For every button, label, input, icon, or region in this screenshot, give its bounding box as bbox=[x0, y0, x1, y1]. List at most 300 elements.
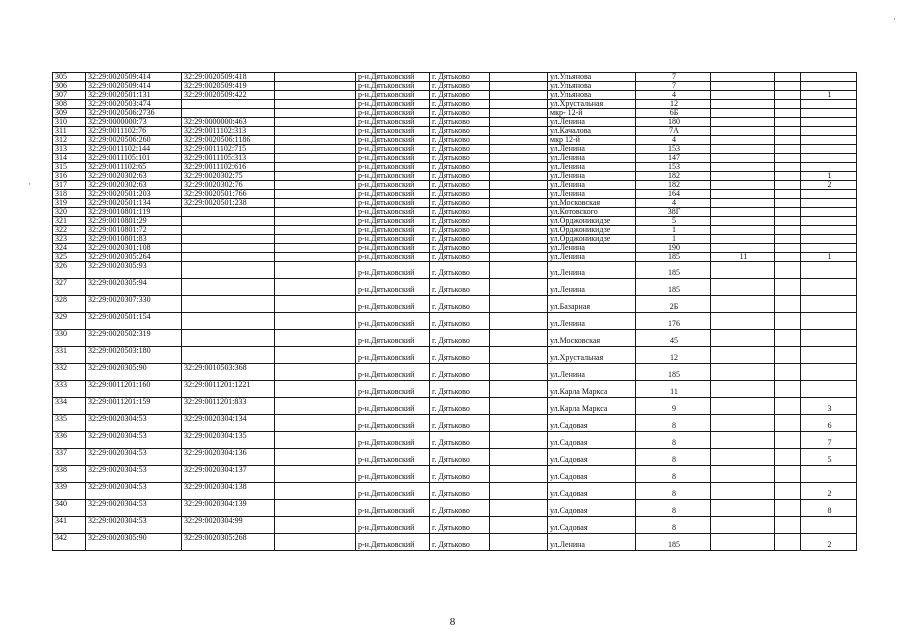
empty-cell bbox=[490, 73, 548, 82]
value-cell bbox=[711, 279, 775, 296]
value-cell bbox=[801, 127, 857, 136]
house-number: 1 bbox=[636, 226, 711, 235]
city-cell: г. Дятьково bbox=[430, 136, 490, 145]
cadastral-number: 32:29:0020506:2736 bbox=[86, 109, 182, 118]
city-cell: г. Дятьково bbox=[430, 330, 490, 347]
table-row bbox=[53, 91, 857, 100]
value-cell bbox=[801, 330, 857, 347]
table-row bbox=[53, 136, 857, 145]
value-cell bbox=[711, 235, 775, 244]
scan-mark: · bbox=[28, 179, 31, 189]
value-cell bbox=[801, 262, 857, 279]
street-cell: ул.Ленина bbox=[548, 244, 636, 253]
empty-cell bbox=[275, 279, 356, 296]
row-number: 319 bbox=[53, 199, 86, 208]
house-number: 7 bbox=[636, 82, 711, 91]
house-number: 4 bbox=[636, 136, 711, 145]
cadastral-number-2: 32:29:0020304:136 bbox=[182, 449, 275, 466]
empty-cell bbox=[490, 313, 548, 330]
cadastral-number: 32:29:0020305:94 bbox=[86, 279, 182, 296]
row-number: 333 bbox=[53, 381, 86, 398]
city-cell: г. Дятьково bbox=[430, 432, 490, 449]
cadastral-number: 32:29:0011201:160 bbox=[86, 381, 182, 398]
value-cell bbox=[775, 190, 801, 199]
cadastral-number-2: 32:29:0020304:134 bbox=[182, 415, 275, 432]
house-number: 8 bbox=[636, 500, 711, 517]
district-cell: р-н.Дятьковский bbox=[356, 91, 430, 100]
value-cell: 2 bbox=[801, 483, 857, 500]
cadastral-number: 32:29:0011105:101 bbox=[86, 154, 182, 163]
house-number: 8 bbox=[636, 466, 711, 483]
value-cell bbox=[711, 190, 775, 199]
table-row bbox=[53, 100, 857, 109]
cadastral-number-2: 32:29:0020304:137 bbox=[182, 466, 275, 483]
cadastral-number-2 bbox=[182, 109, 275, 118]
value-cell bbox=[775, 145, 801, 154]
cadastral-number: 32:29:0020301:108 bbox=[86, 244, 182, 253]
district-cell: р-н.Дятьковский bbox=[356, 145, 430, 154]
district-cell: р-н.Дятьковский bbox=[356, 381, 430, 398]
empty-cell bbox=[275, 466, 356, 483]
cadastral-number: 32:29:0020501:154 bbox=[86, 313, 182, 330]
table-row bbox=[53, 73, 857, 82]
cadastral-number: 32:29:0020503:474 bbox=[86, 100, 182, 109]
table-row bbox=[53, 235, 857, 244]
cadastral-number: 32:29:0020304:53 bbox=[86, 483, 182, 500]
city-cell: г. Дятьково bbox=[430, 208, 490, 217]
table-row bbox=[53, 145, 857, 154]
empty-cell bbox=[275, 136, 356, 145]
table-row bbox=[53, 449, 857, 466]
cadastral-number: 32:29:0020305:90 bbox=[86, 534, 182, 551]
value-cell: 5 bbox=[801, 449, 857, 466]
empty-cell bbox=[490, 154, 548, 163]
district-cell: р-н.Дятьковский bbox=[356, 415, 430, 432]
city-cell: г. Дятьково bbox=[430, 381, 490, 398]
cadastral-number: 32:29:0020304:53 bbox=[86, 517, 182, 534]
house-number: 9 bbox=[636, 398, 711, 415]
house-number: 12 bbox=[636, 100, 711, 109]
house-number: 8 bbox=[636, 415, 711, 432]
row-number: 309 bbox=[53, 109, 86, 118]
row-number: 311 bbox=[53, 127, 86, 136]
street-cell: ул.Базарная bbox=[548, 296, 636, 313]
district-cell: р-н.Дятьковский bbox=[356, 534, 430, 551]
city-cell: г. Дятьково bbox=[430, 466, 490, 483]
district-cell: р-н.Дятьковский bbox=[356, 136, 430, 145]
value-cell bbox=[711, 296, 775, 313]
house-number: 8 bbox=[636, 449, 711, 466]
value-cell: 11 bbox=[711, 253, 775, 262]
empty-cell bbox=[490, 381, 548, 398]
cadastral-number: 32:29:0020305:264 bbox=[86, 253, 182, 262]
row-number: 317 bbox=[53, 181, 86, 190]
empty-cell bbox=[275, 217, 356, 226]
value-cell bbox=[801, 118, 857, 127]
cadastral-number-2: 32:29:0000000:463 bbox=[182, 118, 275, 127]
house-number: 182 bbox=[636, 172, 711, 181]
city-cell: г. Дятьково bbox=[430, 127, 490, 136]
city-cell: г. Дятьково bbox=[430, 279, 490, 296]
house-number: 8 bbox=[636, 483, 711, 500]
value-cell bbox=[711, 381, 775, 398]
cadastral-number: 32:29:0010801:29 bbox=[86, 217, 182, 226]
empty-cell bbox=[490, 91, 548, 100]
empty-cell bbox=[490, 181, 548, 190]
district-cell: р-н.Дятьковский bbox=[356, 296, 430, 313]
table-row bbox=[53, 127, 857, 136]
house-number: 176 bbox=[636, 313, 711, 330]
street-cell: ул.Хрустальная bbox=[548, 100, 636, 109]
value-cell bbox=[711, 154, 775, 163]
house-number: 153 bbox=[636, 163, 711, 172]
row-number: 336 bbox=[53, 432, 86, 449]
empty-cell bbox=[490, 145, 548, 154]
district-cell: р-н.Дятьковский bbox=[356, 313, 430, 330]
street-cell: ул.Ленина bbox=[548, 145, 636, 154]
cadastral-number-2 bbox=[182, 330, 275, 347]
house-number: 38Г bbox=[636, 208, 711, 217]
value-cell bbox=[775, 398, 801, 415]
cadastral-number: 32:29:0020304:53 bbox=[86, 500, 182, 517]
district-cell: р-н.Дятьковский bbox=[356, 154, 430, 163]
table-row bbox=[53, 415, 857, 432]
value-cell bbox=[775, 279, 801, 296]
value-cell bbox=[711, 534, 775, 551]
value-cell bbox=[711, 172, 775, 181]
cadastral-number-2 bbox=[182, 226, 275, 235]
value-cell bbox=[801, 244, 857, 253]
value-cell bbox=[801, 154, 857, 163]
row-number: 335 bbox=[53, 415, 86, 432]
street-cell: ул.Орджоникидзе bbox=[548, 217, 636, 226]
cadastral-number: 32:29:0020302:63 bbox=[86, 181, 182, 190]
city-cell: г. Дятьково bbox=[430, 82, 490, 91]
table-row bbox=[53, 208, 857, 217]
district-cell: р-н.Дятьковский bbox=[356, 466, 430, 483]
street-cell: ул.Ленина bbox=[548, 313, 636, 330]
table-body bbox=[53, 73, 857, 551]
value-cell bbox=[775, 109, 801, 118]
district-cell: р-н.Дятьковский bbox=[356, 244, 430, 253]
value-cell bbox=[775, 296, 801, 313]
street-cell: ул.Ленина bbox=[548, 534, 636, 551]
cadastral-number: 32:29:0010801:72 bbox=[86, 226, 182, 235]
empty-cell bbox=[490, 244, 548, 253]
row-number: 316 bbox=[53, 172, 86, 181]
district-cell: р-н.Дятьковский bbox=[356, 208, 430, 217]
value-cell bbox=[775, 199, 801, 208]
cadastral-number: 32:29:0020304:53 bbox=[86, 449, 182, 466]
empty-cell bbox=[275, 235, 356, 244]
value-cell bbox=[711, 91, 775, 100]
cadastral-number-2: 32:29:0020509:419 bbox=[182, 82, 275, 91]
page-number: 8 bbox=[449, 616, 456, 628]
table-row bbox=[53, 190, 857, 199]
street-cell: ул.Ленина bbox=[548, 181, 636, 190]
city-cell: г. Дятьково bbox=[430, 313, 490, 330]
value-cell bbox=[711, 145, 775, 154]
empty-cell bbox=[490, 208, 548, 217]
house-number: 164 bbox=[636, 190, 711, 199]
empty-cell bbox=[275, 154, 356, 163]
row-number: 306 bbox=[53, 82, 86, 91]
value-cell bbox=[711, 432, 775, 449]
house-number: 190 bbox=[636, 244, 711, 253]
empty-cell bbox=[490, 534, 548, 551]
house-number: 12 bbox=[636, 347, 711, 364]
district-cell: р-н.Дятьковский bbox=[356, 100, 430, 109]
street-cell: ул.Ленина bbox=[548, 190, 636, 199]
value-cell bbox=[801, 145, 857, 154]
table-row bbox=[53, 154, 857, 163]
empty-cell bbox=[275, 500, 356, 517]
empty-cell bbox=[275, 253, 356, 262]
cadastral-number: 32:29:0010801:83 bbox=[86, 235, 182, 244]
street-cell: ул.Садовая bbox=[548, 415, 636, 432]
street-cell: ул.Ленина bbox=[548, 253, 636, 262]
value-cell bbox=[711, 500, 775, 517]
empty-cell bbox=[490, 100, 548, 109]
value-cell bbox=[711, 208, 775, 217]
street-cell: ул.Орджоникидзе bbox=[548, 226, 636, 235]
district-cell: р-н.Дятьковский bbox=[356, 181, 430, 190]
cadastral-number: 32:29:0020304:53 bbox=[86, 466, 182, 483]
value-cell bbox=[775, 181, 801, 190]
table-row bbox=[53, 262, 857, 279]
value-cell bbox=[711, 127, 775, 136]
value-cell bbox=[801, 190, 857, 199]
registry-table bbox=[52, 72, 857, 551]
cadastral-number-2 bbox=[182, 235, 275, 244]
empty-cell bbox=[275, 190, 356, 199]
value-cell bbox=[801, 466, 857, 483]
value-cell bbox=[775, 262, 801, 279]
value-cell bbox=[775, 208, 801, 217]
value-cell bbox=[775, 154, 801, 163]
district-cell: р-н.Дятьковский bbox=[356, 500, 430, 517]
cadastral-number-2 bbox=[182, 253, 275, 262]
district-cell: р-н.Дятьковский bbox=[356, 432, 430, 449]
city-cell: г. Дятьково bbox=[430, 262, 490, 279]
city-cell: г. Дятьково bbox=[430, 347, 490, 364]
value-cell bbox=[775, 100, 801, 109]
table-row bbox=[53, 109, 857, 118]
value-cell bbox=[711, 82, 775, 91]
street-cell: ул.Садовая bbox=[548, 500, 636, 517]
cadastral-number-2: 32:29:0020506:1186 bbox=[182, 136, 275, 145]
district-cell: р-н.Дятьковский bbox=[356, 449, 430, 466]
empty-cell bbox=[275, 226, 356, 235]
value-cell bbox=[775, 381, 801, 398]
empty-cell bbox=[490, 190, 548, 199]
value-cell bbox=[801, 296, 857, 313]
value-cell bbox=[711, 483, 775, 500]
empty-cell bbox=[275, 91, 356, 100]
value-cell bbox=[711, 118, 775, 127]
scan-mark: · bbox=[893, 14, 896, 24]
table-row bbox=[53, 347, 857, 364]
row-number: 341 bbox=[53, 517, 86, 534]
value-cell: 3 bbox=[801, 398, 857, 415]
empty-cell bbox=[275, 118, 356, 127]
value-cell: 2 bbox=[801, 534, 857, 551]
value-cell bbox=[775, 244, 801, 253]
value-cell bbox=[801, 82, 857, 91]
value-cell: 6 bbox=[801, 415, 857, 432]
city-cell: г. Дятьково bbox=[430, 449, 490, 466]
street-cell: ул.Хрустальная bbox=[548, 347, 636, 364]
street-cell: ул.Ленина bbox=[548, 163, 636, 172]
empty-cell bbox=[490, 364, 548, 381]
city-cell: г. Дятьково bbox=[430, 181, 490, 190]
house-number: 147 bbox=[636, 154, 711, 163]
table-row bbox=[53, 364, 857, 381]
row-number: 340 bbox=[53, 500, 86, 517]
empty-cell bbox=[490, 172, 548, 181]
house-number: 1 bbox=[636, 235, 711, 244]
house-number: 180 bbox=[636, 118, 711, 127]
empty-cell bbox=[275, 296, 356, 313]
street-cell: ул.Садовая bbox=[548, 483, 636, 500]
district-cell: р-н.Дятьковский bbox=[356, 483, 430, 500]
empty-cell bbox=[490, 199, 548, 208]
cadastral-number: 32:29:0000000:73 bbox=[86, 118, 182, 127]
value-cell bbox=[711, 73, 775, 82]
value-cell bbox=[801, 199, 857, 208]
city-cell: г. Дятьково bbox=[430, 398, 490, 415]
cadastral-number-2: 32:29:0011102:715 bbox=[182, 145, 275, 154]
value-cell bbox=[711, 449, 775, 466]
empty-cell bbox=[490, 82, 548, 91]
house-number: 7 bbox=[636, 73, 711, 82]
value-cell bbox=[775, 432, 801, 449]
street-cell: ул.Котовского bbox=[548, 208, 636, 217]
city-cell: г. Дятьково bbox=[430, 364, 490, 381]
empty-cell bbox=[490, 449, 548, 466]
district-cell: р-н.Дятьковский bbox=[356, 82, 430, 91]
empty-cell bbox=[490, 330, 548, 347]
street-cell: ул.Садовая bbox=[548, 466, 636, 483]
district-cell: р-н.Дятьковский bbox=[356, 127, 430, 136]
street-cell: ул.Садовая bbox=[548, 517, 636, 534]
empty-cell bbox=[275, 415, 356, 432]
table-row bbox=[53, 82, 857, 91]
street-cell: мкр- 12-й bbox=[548, 109, 636, 118]
cadastral-number: 32:29:0020501:131 bbox=[86, 91, 182, 100]
empty-cell bbox=[275, 127, 356, 136]
value-cell: 1 bbox=[801, 91, 857, 100]
cadastral-number-2: 32:29:0020302:75 bbox=[182, 172, 275, 181]
house-number: 185 bbox=[636, 534, 711, 551]
value-cell bbox=[711, 109, 775, 118]
district-cell: р-н.Дятьковский bbox=[356, 253, 430, 262]
district-cell: р-н.Дятьковский bbox=[356, 217, 430, 226]
empty-cell bbox=[275, 145, 356, 154]
row-number: 314 bbox=[53, 154, 86, 163]
empty-cell bbox=[490, 118, 548, 127]
district-cell: р-н.Дятьковский bbox=[356, 199, 430, 208]
value-cell bbox=[711, 244, 775, 253]
table-row bbox=[53, 500, 857, 517]
value-cell bbox=[801, 208, 857, 217]
cadastral-number: 32:29:0020509:414 bbox=[86, 82, 182, 91]
city-cell: г. Дятьково bbox=[430, 235, 490, 244]
value-cell bbox=[775, 500, 801, 517]
cadastral-number-2: 32:29:0020305:268 bbox=[182, 534, 275, 551]
empty-cell bbox=[275, 82, 356, 91]
empty-cell bbox=[275, 199, 356, 208]
cadastral-number: 32:29:0020501:203 bbox=[86, 190, 182, 199]
city-cell: г. Дятьково bbox=[430, 100, 490, 109]
cadastral-number-2: 32:29:0011105:313 bbox=[182, 154, 275, 163]
empty-cell bbox=[490, 262, 548, 279]
street-cell: ул.Ленина bbox=[548, 364, 636, 381]
district-cell: р-н.Дятьковский bbox=[356, 109, 430, 118]
street-cell: ул.Ульянова bbox=[548, 91, 636, 100]
city-cell: г. Дятьково bbox=[430, 199, 490, 208]
cadastral-number-2: 32:29:0020501:238 bbox=[182, 199, 275, 208]
value-cell bbox=[801, 235, 857, 244]
empty-cell bbox=[490, 109, 548, 118]
house-number: 2Б bbox=[636, 296, 711, 313]
cadastral-number-2 bbox=[182, 208, 275, 217]
city-cell: г. Дятьково bbox=[430, 163, 490, 172]
value-cell bbox=[775, 163, 801, 172]
row-number: 329 bbox=[53, 313, 86, 330]
cadastral-number-2 bbox=[182, 244, 275, 253]
empty-cell bbox=[275, 181, 356, 190]
cadastral-number-2: 32:29:0011102:616 bbox=[182, 163, 275, 172]
value-cell: 1 bbox=[801, 253, 857, 262]
row-number: 339 bbox=[53, 483, 86, 500]
table-row bbox=[53, 226, 857, 235]
city-cell: г. Дятьково bbox=[430, 109, 490, 118]
empty-cell bbox=[275, 381, 356, 398]
street-cell: ул.Ленина bbox=[548, 154, 636, 163]
cadastral-number-2: 32:29:0020304:99 bbox=[182, 517, 275, 534]
value-cell bbox=[775, 253, 801, 262]
table-row bbox=[53, 517, 857, 534]
table-row bbox=[53, 483, 857, 500]
value-cell bbox=[711, 466, 775, 483]
empty-cell bbox=[490, 415, 548, 432]
city-cell: г. Дятьково bbox=[430, 296, 490, 313]
cadastral-number-2: 32:29:0020304:138 bbox=[182, 483, 275, 500]
row-number: 338 bbox=[53, 466, 86, 483]
row-number: 337 bbox=[53, 449, 86, 466]
city-cell: г. Дятьково bbox=[430, 244, 490, 253]
value-cell bbox=[801, 73, 857, 82]
empty-cell bbox=[490, 483, 548, 500]
cadastral-number-2 bbox=[182, 262, 275, 279]
empty-cell bbox=[490, 127, 548, 136]
value-cell bbox=[711, 313, 775, 330]
empty-cell bbox=[275, 449, 356, 466]
district-cell: р-н.Дятьковский bbox=[356, 172, 430, 181]
cadastral-number-2: 32:29:0011102:313 bbox=[182, 127, 275, 136]
value-cell bbox=[775, 91, 801, 100]
city-cell: г. Дятьково bbox=[430, 145, 490, 154]
empty-cell bbox=[490, 398, 548, 415]
street-cell: ул.Карла Маркса bbox=[548, 381, 636, 398]
row-number: 307 bbox=[53, 91, 86, 100]
cadastral-number: 32:29:0020503:180 bbox=[86, 347, 182, 364]
street-cell: ул.Ленина bbox=[548, 172, 636, 181]
value-cell bbox=[801, 109, 857, 118]
table-row bbox=[53, 118, 857, 127]
value-cell bbox=[775, 449, 801, 466]
